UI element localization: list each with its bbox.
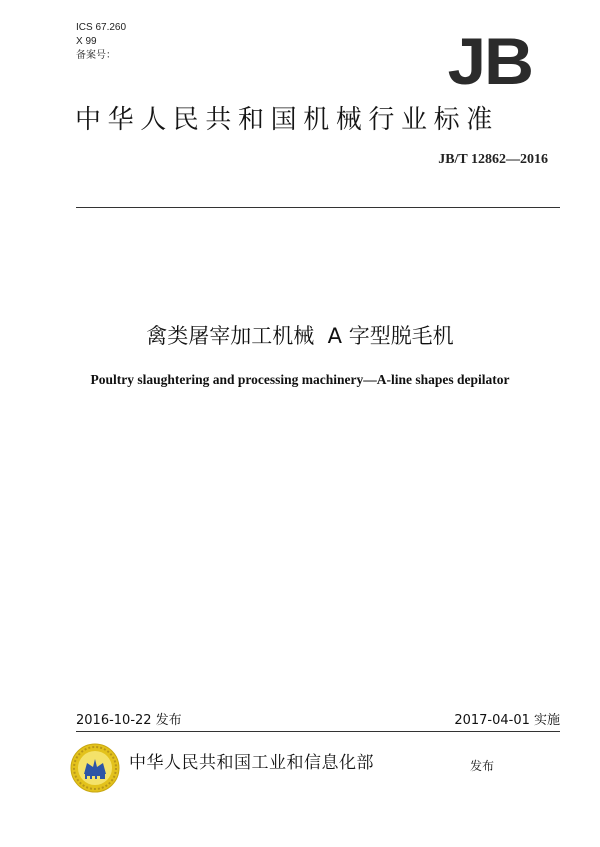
- ministry-emblem-icon: [70, 743, 120, 793]
- org-title: 中华人民共和国机械行业标准: [75, 105, 499, 135]
- publisher-name: 中华人民共和国工业和信息化部: [129, 753, 374, 773]
- ics-code: ICS 67.260: [76, 22, 127, 33]
- filing-number-label: 备案号：: [76, 50, 116, 61]
- standard-title-cn: 禽类屠宰加工机械 A 字型脱毛机: [146, 324, 454, 348]
- standard-code: JB/T 12862—2016: [438, 152, 548, 167]
- issue-date: 2016-10-22 发布: [76, 713, 182, 728]
- top-divider: [76, 207, 560, 208]
- implementation-date: 2017-04-01 实施: [454, 713, 560, 728]
- standard-title-en: Poultry slaughtering and processing machinery—A-line shapes depilator: [90, 372, 510, 387]
- classification-code: X 99: [76, 36, 97, 47]
- jb-logo: JB: [447, 24, 532, 98]
- bottom-divider: [76, 731, 560, 732]
- publish-label: 发布: [470, 759, 495, 773]
